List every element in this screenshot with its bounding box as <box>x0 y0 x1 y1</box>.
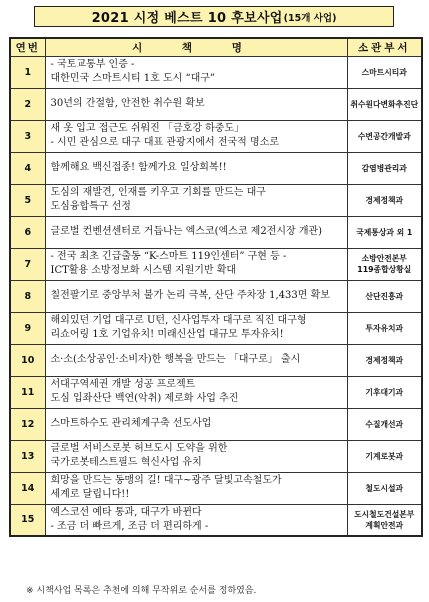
policy-cell <box>45 88 347 120</box>
office-line: 계획안전과 <box>365 520 404 530</box>
table-row <box>10 344 422 376</box>
policy-line: 해외있던 기업 대구로 U턴, 신사업투자 대구로 직진 대구형 <box>50 315 307 326</box>
policy-cell <box>45 152 347 184</box>
row-number: 4 <box>10 152 45 184</box>
table-row <box>10 472 422 504</box>
policy-cell <box>45 312 347 344</box>
office-line: 스마트시티과 <box>361 67 407 77</box>
office-cell <box>347 216 422 248</box>
policy-line: 글로벌 컨벤션센터로 거듭나는 엑스코(엑스코 제2전시장 개관) <box>50 226 323 237</box>
table-row <box>10 280 422 312</box>
policy-cell <box>45 472 347 504</box>
table-row <box>10 88 422 120</box>
policy-line: 도심융합특구 선정 <box>50 201 131 212</box>
office-line: 기계로봇과 <box>365 451 404 461</box>
policy-line: 새 옷 입고 접근도 쉬워진 「금호강 하중도」 <box>50 123 245 134</box>
policy-cell <box>45 504 347 536</box>
office-line: 소방안전본부 <box>361 254 407 263</box>
office-cell <box>347 184 422 216</box>
office-cell <box>347 440 422 472</box>
page-title: 2021 시정 베스트 10 후보사업 <box>91 11 283 26</box>
row-number: 14 <box>10 472 45 504</box>
policy-line: - 국토교통부 인증 - <box>50 59 135 70</box>
office-line: 투자유치과 <box>365 323 404 333</box>
row-number: 5 <box>10 184 45 216</box>
office-cell <box>347 472 422 504</box>
policy-line: 세계로 달립니다!! <box>50 489 130 500</box>
table-row <box>10 56 422 88</box>
row-number: 7 <box>10 248 45 280</box>
office-cell <box>347 280 422 312</box>
policy-line: 엑스코선 예타 통과, 대구가 바뀐다 <box>50 506 202 518</box>
policy-table <box>9 37 423 537</box>
row-number: 13 <box>10 440 45 472</box>
header-no: 연번 <box>10 38 45 56</box>
policy-line: 서대구역세권 개발 성공 프로젝트 <box>50 379 196 390</box>
office-line: 경제정책과 <box>365 195 404 205</box>
table-body <box>10 56 422 536</box>
table-row <box>10 120 422 152</box>
page-subtitle: (15개 사업) <box>283 12 337 24</box>
table-row <box>10 376 422 408</box>
policy-cell <box>45 120 347 152</box>
office-cell <box>347 120 422 152</box>
row-number: 10 <box>10 344 45 376</box>
office-cell <box>347 248 422 280</box>
footnote: ※ 시책사업 목록은 추천에 의해 무작위로 순서를 정하였음. <box>26 586 257 596</box>
title-box <box>34 6 394 27</box>
table-row <box>10 440 422 472</box>
office-line: 취수원다변화추진단 <box>350 99 419 109</box>
policy-line: 칠전팔기로 중앙부처 불가 논리 극복, 산단 주차장 1,433면 확보 <box>50 290 330 301</box>
office-line: 수변공간개발과 <box>357 131 411 141</box>
office-line: 기후대기과 <box>365 387 404 397</box>
office-line: 119종합상황실 <box>357 265 412 274</box>
policy-line: - 시민 관심으로 대구 대표 관광지에서 전국적 명소로 <box>50 137 279 148</box>
policy-cell <box>45 376 347 408</box>
row-number: 9 <box>10 312 45 344</box>
row-number: 1 <box>10 56 45 88</box>
office-line: 철도시설과 <box>365 483 404 493</box>
policy-cell <box>45 280 347 312</box>
policy-line: 글로벌 서비스로봇 허브도시 도약을 위한 <box>50 443 228 454</box>
table-row <box>10 312 422 344</box>
office-line: 국제통상과 외 1 <box>356 227 413 237</box>
policy-line: 희망을 만드는 동맹의 길! 대구~광주 달빛고속철도가 <box>50 475 282 486</box>
policy-cell <box>45 248 347 280</box>
policy-cell <box>45 56 347 88</box>
office-line: 감염병관리과 <box>361 163 407 173</box>
policy-line: - 전국 최초 긴급출동 “K-스마트 119인센터” 구현 등 - <box>50 251 287 262</box>
row-number: 3 <box>10 120 45 152</box>
office-cell <box>347 408 422 440</box>
policy-line: 스마트하수도 관리체계구축 선도사업 <box>50 418 212 429</box>
office-line: 경제정책과 <box>365 355 404 365</box>
policy-line: - 조금 더 빠르게, 조금 더 편리하게 - <box>50 520 209 532</box>
office-line: 수질개선과 <box>365 419 404 429</box>
office-cell <box>347 88 422 120</box>
policy-line: 국가로봇테스트필드 혁신사업 유치 <box>50 457 202 468</box>
row-number: 2 <box>10 88 45 120</box>
row-number: 8 <box>10 280 45 312</box>
office-cell <box>347 312 422 344</box>
policy-cell <box>45 184 347 216</box>
policy-line: 도심의 재발견, 인재를 키우고 기회를 만드는 대구 <box>50 187 266 198</box>
row-number: 15 <box>10 504 45 536</box>
policy-line: 리쇼어링 1호 기업유치! 미래신산업 대규모 투자유치! <box>50 329 284 340</box>
header-policy: 시 책 명 <box>45 38 347 56</box>
policy-line: 소·소(소상공인·소비자)한 행복을 만드는 「대구로」 출시 <box>50 354 301 365</box>
policy-line: 도심 입좌산단 백연(악취) 제로화 사업 추진 <box>50 393 239 404</box>
policy-line: 함께해요 백신접종! 함께가요 일상회복!! <box>50 162 227 173</box>
office-cell <box>347 152 422 184</box>
office-line: 산단진흥과 <box>365 291 404 301</box>
policy-line: ICT활용 소방정보화 시스템 지원기반 확대 <box>50 265 237 276</box>
row-number: 6 <box>10 216 45 248</box>
office-line: 도시철도건설본부 <box>354 509 415 519</box>
office-cell <box>347 344 422 376</box>
table-header-row <box>10 38 422 56</box>
table-row <box>10 152 422 184</box>
row-number: 12 <box>10 408 45 440</box>
office-cell <box>347 56 422 88</box>
table-row <box>10 248 422 280</box>
table-row <box>10 216 422 248</box>
policy-cell <box>45 344 347 376</box>
policy-cell <box>45 440 347 472</box>
header-office: 소관부서 <box>347 38 422 56</box>
table-row <box>10 408 422 440</box>
policy-cell <box>45 408 347 440</box>
table-row <box>10 504 422 536</box>
row-number: 11 <box>10 376 45 408</box>
policy-cell <box>45 216 347 248</box>
office-cell <box>347 504 422 536</box>
office-cell <box>347 376 422 408</box>
table-row <box>10 184 422 216</box>
policy-line: 30년의 간절함, 안전한 취수원 확보 <box>50 98 205 109</box>
policy-line: 대한민국 스마트시티 1호 도시 “대구” <box>50 73 216 84</box>
